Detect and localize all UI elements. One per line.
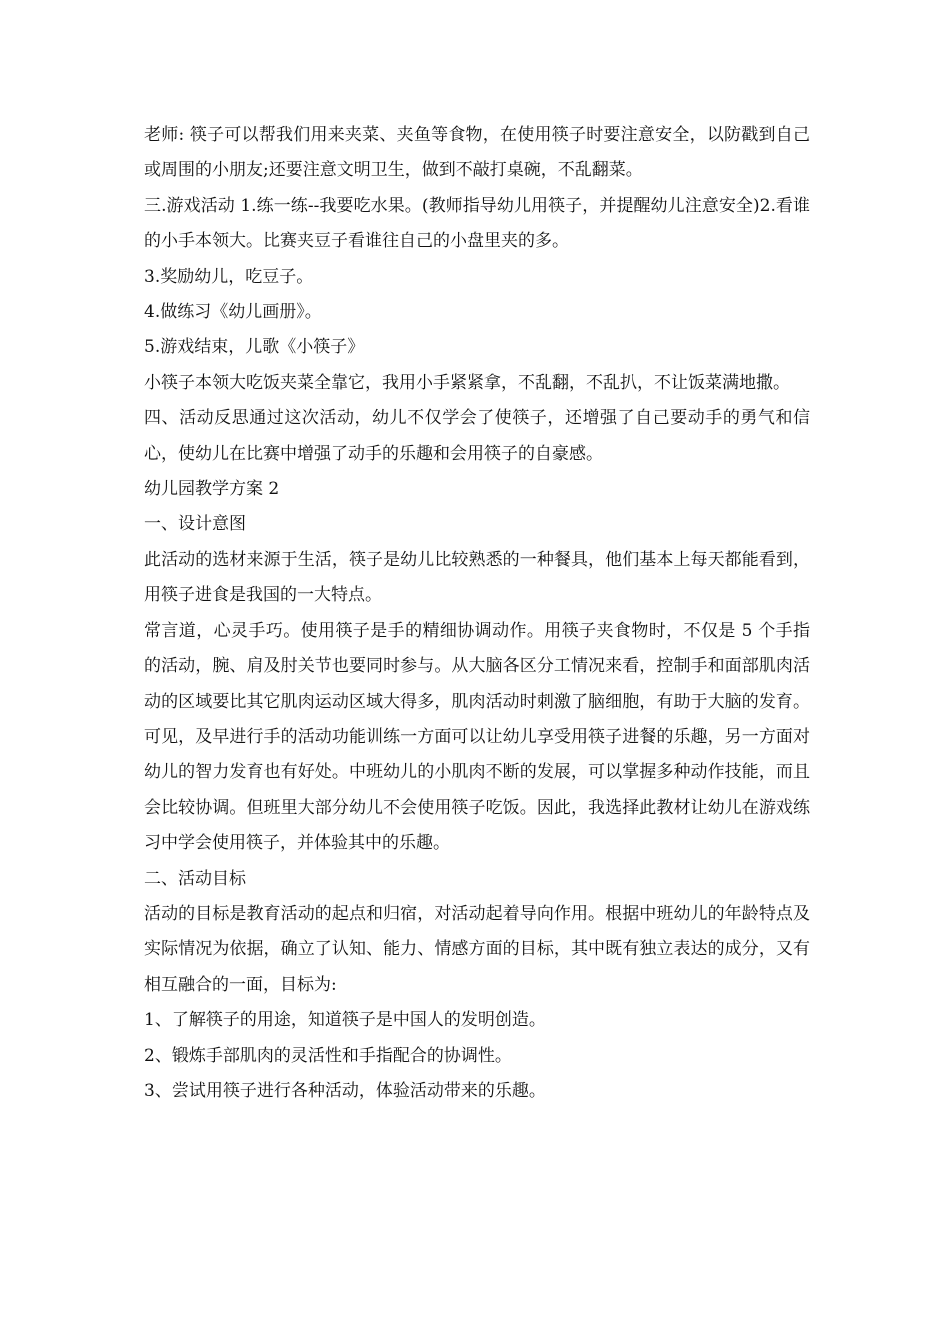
goal-item-3: 3、尝试用筷子进行各种活动，体验活动带来的乐趣。 <box>144 1080 546 1101</box>
goal-item-1: 1、了解筷子的用途，知道筷子是中国人的发明创造。 <box>144 1010 546 1031</box>
paragraph-goals-intro: 活动的目标是教育活动的起点和归宿，对活动起着导向作用。根据中班幼儿的年龄特点及实际情况为依据，确立了认知、能力、情感方面的目标，其中既有独立表达的成分，又有相互融合的一面，目标为: <box>144 903 810 995</box>
heading-activity-goals: 二、活动目标 <box>144 868 246 889</box>
paragraph-nursery-rhyme: 小筷子本领大吃饭夹菜全靠它，我用小手紧紧拿，不乱翻，不乱扒，不让饭菜满地撒。 <box>144 372 790 393</box>
section-title-plan-2: 幼儿园教学方案 2 <box>144 479 280 500</box>
paragraph-reward: 3.奖励幼儿，吃豆子。 <box>144 266 314 287</box>
goal-item-2: 2、锻炼手部肌肉的灵活性和手指配合的协调性。 <box>144 1045 512 1066</box>
document-page <box>144 118 810 1109</box>
paragraph-game-end: 5.游戏结束，儿歌《小筷子》 <box>144 337 365 358</box>
paragraph-exercise: 4.做练习《幼儿画册》。 <box>144 302 322 323</box>
paragraph-game-activity: 三.游戏活动 1.练一练--我要吃水果。(教师指导幼儿用筷子，并提醒幼儿注意安全)2.看谁的小手本领大。比赛夹豆子看谁往自己的小盘里夹的多。 <box>144 195 810 252</box>
paragraph-hand-skills: 常言道，心灵手巧。使用筷子是手的精细协调动作。用筷子夹食物时，不仅是 5 个手指的活动，腕、肩及肘关节也要同时参与。从大脑各区分工情况来看，控制手和面部肌肉活动的区域要比其它肌肉运动区域大得多，肌肉活动时刺激了脑细胞，有助于大脑的发育。可见，及早进行手的活动功能训练一方面可以让幼儿享受用筷子进餐的乐趣，另一方面对幼儿的智力发育也有好处。中班幼儿的小肌肉不断的发展，可以掌握多种动作技能，而且会比较协调。但班里大部分幼儿不会使用筷子吃饭。因此，我选择此教材让幼儿在游戏练习中学会使用筷子，并体验其中的乐趣。 <box>144 620 810 854</box>
heading-design-intent: 一、设计意图 <box>144 514 246 535</box>
paragraph-teacher-safety: 老师: 筷子可以帮我们用来夹菜、夹鱼等食物，在使用筷子时要注意安全，以防戳到自己或周围的小朋友;还要注意文明卫生，做到不敲打桌碗，不乱翻菜。 <box>144 125 810 181</box>
paragraph-reflection: 四、活动反思通过这次活动，幼儿不仅学会了使筷子，还增强了自己要动手的勇气和信心，使幼儿在比赛中增强了动手的乐趣和会用筷子的自豪感。 <box>144 408 810 464</box>
paragraph-material-source: 此活动的选材来源于生活，筷子是幼儿比较熟悉的一种餐具，他们基本上每天都能看到，用筷子进食是我国的一大特点。 <box>144 549 810 606</box>
